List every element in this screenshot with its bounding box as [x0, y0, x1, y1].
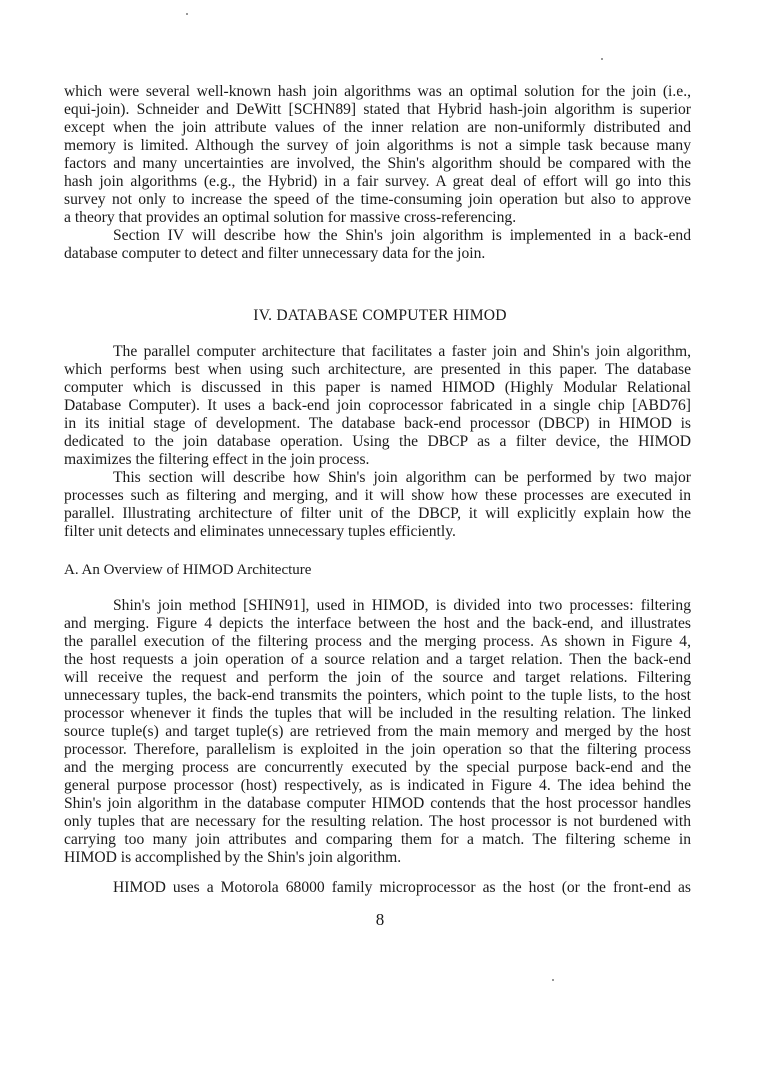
text-line: unnecessary tuples, the back-end transmits the pointers, which point to the tuple lists, to the host	[64, 687, 691, 704]
text-line: processor whenever it finds the tuples that will be included in the resulting relation. The linked	[64, 705, 691, 722]
text-line: and the merging process are concurrently executed by the special purpose back-end and the	[64, 759, 691, 776]
scan-speck	[552, 979, 554, 981]
text-line: processes such as filtering and merging, and it will show how these processes are executed in	[64, 487, 691, 504]
scan-speck	[601, 58, 603, 60]
text-line: the parallel execution of the filtering process and the merging process. As shown in Figure 4,	[64, 633, 691, 650]
text-line: only tuples that are necessary for the resulting relation. The host processor is not burdened with	[64, 813, 691, 830]
text-line: which performs best when using such architecture, are presented in this paper. The database	[64, 361, 691, 378]
text-line: Section IV will describe how the Shin's join algorithm is implemented in a back-end	[113, 227, 691, 244]
text-line: the host requests a join operation of a source relation and a target relation. Then the back-end	[64, 651, 691, 668]
text-line: processor. Therefore, parallelism is exploited in the join operation so that the filtering process	[64, 741, 691, 758]
text-line: Shin's join algorithm in the database computer HIMOD contends that the host processor handles	[64, 795, 691, 812]
text-line: computer which is discussed in this paper is named HIMOD (Highly Modular Relational	[64, 379, 691, 396]
text-line: general purpose processor (host) respectively, as is indicated in Figure 4. The idea behind the	[64, 777, 691, 794]
text-line: Shin's join method [SHIN91], used in HIMOD, is divided into two processes: filtering	[113, 597, 691, 614]
text-line: factors and many uncertainties are involved, the Shin's algorithm should be compared with the	[64, 155, 691, 172]
section-heading: IV. DATABASE COMPUTER HIMOD	[253, 307, 507, 324]
text-line: and merging. Figure 4 depicts the interface between the host and the back-end, and illustrates	[64, 615, 691, 632]
page-number: 8	[375, 910, 385, 929]
text-line: maximizes the filtering effect in the join process.	[64, 451, 370, 468]
text-line: memory is limited. Although the survey of join algorithms is not a simple task because many	[64, 137, 691, 154]
text-line: except when the join attribute values of the inner relation are non-uniformly distributed and	[64, 119, 691, 136]
text-line: HIMOD uses a Motorola 68000 family microprocessor as the host (or the front-end as	[113, 879, 691, 896]
text-line: The parallel computer architecture that facilitates a faster join and Shin's join algorithm,	[113, 343, 691, 360]
text-line: Database Computer). It uses a back-end join coprocessor fabricated in a single chip [ABD76]	[64, 397, 691, 414]
subsection-heading: A. An Overview of HIMOD Architecture	[64, 562, 312, 578]
scan-speck	[186, 13, 188, 15]
text-line: database computer to detect and filter unnecessary data for the join.	[64, 245, 486, 262]
text-line: hash join algorithms (e.g., the Hybrid) in a fair survey. A great deal of effort will go into this	[64, 173, 691, 190]
text-line: will receive the request and perform the join of the source and target relations. Filtering	[64, 669, 691, 686]
text-line: dedicated to the join database operation. Using the DBCP as a filter device, the HIMOD	[64, 433, 691, 450]
text-line: a theory that provides an optimal solution for massive cross-referencing.	[64, 209, 517, 226]
text-line: source tuple(s) and target tuple(s) are retrieved from the main memory and merged by the host	[64, 723, 691, 740]
text-line: HIMOD is accomplished by the Shin's join algorithm.	[64, 849, 402, 866]
text-line: in its initial stage of development. The database back-end processor (DBCP) in HIMOD is	[64, 415, 691, 432]
text-line: equi-join). Schneider and DeWitt [SCHN89] stated that Hybrid hash-join algorithm is superior	[64, 101, 691, 118]
text-line: which were several well-known hash join algorithms was an optimal solution for the join (i.e.,	[64, 83, 691, 100]
text-line: This section will describe how Shin's join algorithm can be performed by two major	[113, 469, 691, 486]
text-line: carrying too many join attributes and comparing them for a match. The filtering scheme in	[64, 831, 691, 848]
text-line: parallel. Illustrating architecture of filter unit of the DBCP, it will explicitly explain how the	[64, 505, 691, 522]
text-line: filter unit detects and eliminates unnecessary tuples efficiently.	[64, 523, 456, 540]
text-line: survey not only to increase the speed of the time-consuming join operation but also to approve	[64, 191, 691, 208]
